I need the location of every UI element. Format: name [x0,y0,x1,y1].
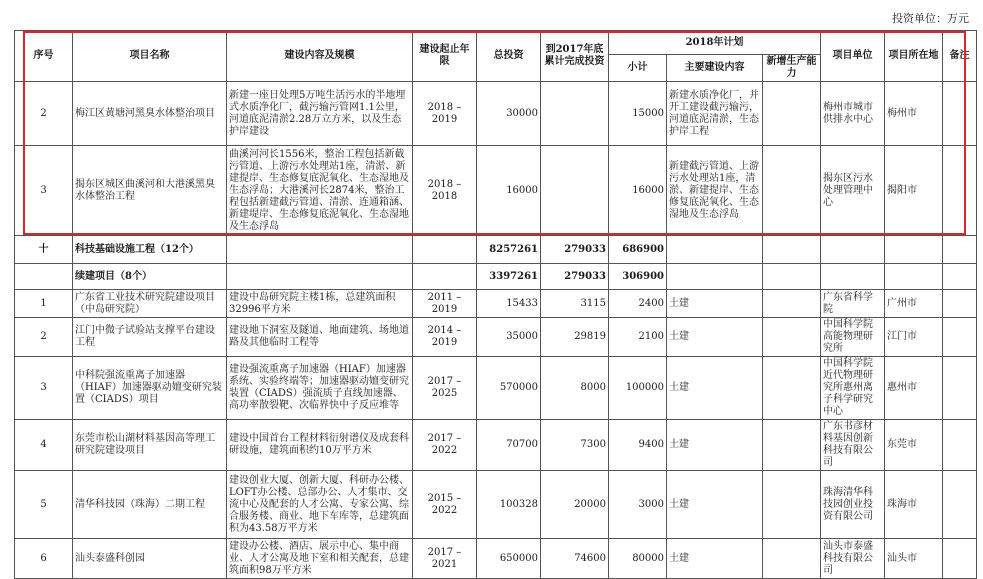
cell-location: 广州市 [885,290,943,318]
cell-done2017: 8000 [541,357,609,420]
cell-content: 建设地下洞室及隧道、地面建筑、场地道路及其他临时工程等 [227,318,413,357]
cell-location: 汕头市 [885,539,943,579]
cell-subtotal: 100000 [609,357,667,420]
cell-total: 30000 [477,82,541,146]
cell-total: 100328 [477,471,541,539]
cell-subtotal: 3000 [609,471,667,539]
cell-total: 70700 [477,420,541,471]
cell-location: 揭阳市 [885,146,943,236]
cell-seq: 6 [15,539,73,579]
header-location: 项目所在地 [885,31,943,82]
cell-location: 东莞市 [885,420,943,471]
cell-seq: 1 [15,290,73,318]
table-row [15,82,977,146]
header-total: 总投资 [477,31,541,82]
cell-total: 16000 [477,146,541,236]
cell-name: 东莞市松山湖材料基因高等理工研究院建设项目 [73,420,227,471]
table-row [15,146,977,236]
cell-main-content: 土建 [667,471,763,539]
cell-main-content: 新建水质净化厂，并开工建设截污输污，河道底泥清淤，生态护岸工程 [667,82,763,146]
cell-main-content: 土建 [667,539,763,579]
cell-note [943,146,977,236]
header-done2017: 到2017年底累计完成投资 [541,31,609,82]
section-total: 8257261 [477,236,541,264]
cell-name: 清华科技园（珠海）二期工程 [73,471,227,539]
unit-label: 投资单位：万元 [892,13,969,25]
cell-content: 建设办公楼、酒店、展示中心、集中商业、人才公寓及地下室和相关配套，总建筑面积98万平方米 [227,539,413,579]
header-note: 备注 [943,31,977,82]
cell-location: 珠海市 [885,471,943,539]
cell-subtotal: 2100 [609,318,667,357]
header-period: 建设起止年限 [413,31,477,82]
cell-note [943,82,977,146]
cell-seq: 3 [15,146,73,236]
cell-done2017 [541,146,609,236]
cell-content: 建设中国首台工程材料衍射谱仪及成套科研设施，建筑面积约10万平方米 [227,420,413,471]
cell-unit: 揭东区污水处理管理中心 [821,146,885,236]
section-done2017: 279033 [541,236,609,264]
cell-subtotal: 2400 [609,290,667,318]
cell-unit: 广东省科学院 [821,290,885,318]
cell-name: 广东省工业技术研究院建设项目（中岛研究院） [73,290,227,318]
investment-table [14,30,977,579]
cell-location: 惠州市 [885,357,943,420]
cell-name: 梅江区黄塘河黑臭水体整治项目 [73,82,227,146]
table-row [15,290,977,318]
cell-period: 2018 – 2019 [413,82,477,146]
cell-period: 2018 – 2018 [413,146,477,236]
header-subtotal: 小计 [609,55,667,82]
header-main-content: 主要建设内容 [667,55,763,82]
cell-period: 2015 – 2022 [413,471,477,539]
cell-new-capacity [763,82,821,146]
cell-seq: 2 [15,82,73,146]
subsection-subtotal: 306900 [609,264,667,290]
cell-content: 建设中岛研究院主楼1栋，总建筑面积32996平方米 [227,290,413,318]
cell-name: 汕头泰盛科创园 [73,539,227,579]
cell-name: 中科院强流重离子加速器（HIAF）加速器驱动嬗变研究装置（CIADS）项目 [73,357,227,420]
cell-done2017: 20000 [541,471,609,539]
cell-done2017: 3115 [541,290,609,318]
cell-period: 2011 – 2019 [413,290,477,318]
cell-subtotal: 15000 [609,82,667,146]
section-name: 科技基础设施工程（12个） [73,236,227,264]
cell-main-content: 土建 [667,420,763,471]
table-row [15,318,977,357]
cell-total: 35000 [477,318,541,357]
table-row [15,357,977,420]
cell-seq: 5 [15,471,73,539]
cell-location: 江门市 [885,318,943,357]
subsection-name: 续建项目（8个） [73,264,227,290]
cell-period: 2017 – 2021 [413,539,477,579]
cell-main-content: 土建 [667,318,763,357]
header-name: 项目名称 [73,31,227,82]
subsection-total: 3397261 [477,264,541,290]
header-plan2018: 2018年计划 [609,31,821,55]
cell-done2017 [541,82,609,146]
header-new-capacity: 新增生产能力 [763,55,821,82]
cell-period: 2014 – 2019 [413,318,477,357]
cell-total: 15433 [477,290,541,318]
cell-done2017: 7300 [541,420,609,471]
cell-content: 建设创业大厦、创新大厦、科研办公楼、LOFT办公楼、总部办公、人才集市、交流中心及配套的人才公寓、专家公寓、综合服务楼、商业、地下车库等，总建筑面积为43.58万平方米 [227,471,413,539]
cell-seq: 4 [15,420,73,471]
section-row [15,236,977,264]
cell-main-content: 新建截污管道、上游污水处理站1座，清淤、新建提岸、生态修复底泥氧化、生态湿地及生态浮岛 [667,146,763,236]
section-subtotal: 686900 [609,236,667,264]
cell-done2017: 29819 [541,318,609,357]
table-row [15,471,977,539]
cell-unit: 广东书彦材料基因创新科技有限公司 [821,420,885,471]
cell-seq: 2 [15,318,73,357]
table-row [15,420,977,471]
cell-done2017: 74600 [541,539,609,579]
cell-subtotal: 9400 [609,420,667,471]
cell-subtotal: 80000 [609,539,667,579]
cell-main-content: 土建 [667,357,763,420]
header-unit: 项目单位 [821,31,885,82]
table-row [15,539,977,579]
cell-unit: 中国科学院近代物理研究所惠州离子科学研究中心 [821,357,885,420]
header-content: 建设内容及规模 [227,31,413,82]
cell-unit: 汕头市泰盛科技有限公司 [821,539,885,579]
cell-location: 梅州市 [885,82,943,146]
cell-total: 570000 [477,357,541,420]
subsection-row [15,264,977,290]
cell-subtotal: 16000 [609,146,667,236]
cell-content: 曲溪河河长1556米，整治工程包括新截污管道、上游污水处理站1座，清淤、新建提岸、生态修复底泥氧化、生态湿地及生态浮岛；大港溪河长2874米，整治工程包括新建截污管道、清淤、连通箱涵、新建堤岸、生态修复底泥氧化、生态湿地及生态浮岛 [227,146,413,236]
header-seq: 序号 [15,31,73,82]
cell-unit: 珠海清华科技园创业投资有限公司 [821,471,885,539]
cell-unit: 中国科学院高能物理研究所 [821,318,885,357]
cell-period: 2017 – 2025 [413,357,477,420]
section-seq: 十 [15,236,73,264]
cell-content: 新建一座日处理5万吨生活污水的半地埋式水质净化厂，截污输污管网1.1公里，河道底泥清淤2.28万立方米，以及生态护岸建设 [227,82,413,146]
cell-period: 2017 – 2022 [413,420,477,471]
cell-seq: 3 [15,357,73,420]
cell-new-capacity [763,146,821,236]
cell-main-content: 土建 [667,290,763,318]
cell-name: 揭东区城区曲溪河和大港溪黑臭水体整治工程 [73,146,227,236]
cell-total: 650000 [477,539,541,579]
cell-content: 建设强流重离子加速器（HIAF）加速器系统、实验终端等；加速器驱动嬗变研究装置（CIADS）强流质子直线加速器、高功率散裂靶、次临界快中子反应堆等 [227,357,413,420]
cell-name: 江门中微子试验站支撑平台建设工程 [73,318,227,357]
cell-unit: 梅州市城市供排水中心 [821,82,885,146]
subsection-done2017: 279033 [541,264,609,290]
